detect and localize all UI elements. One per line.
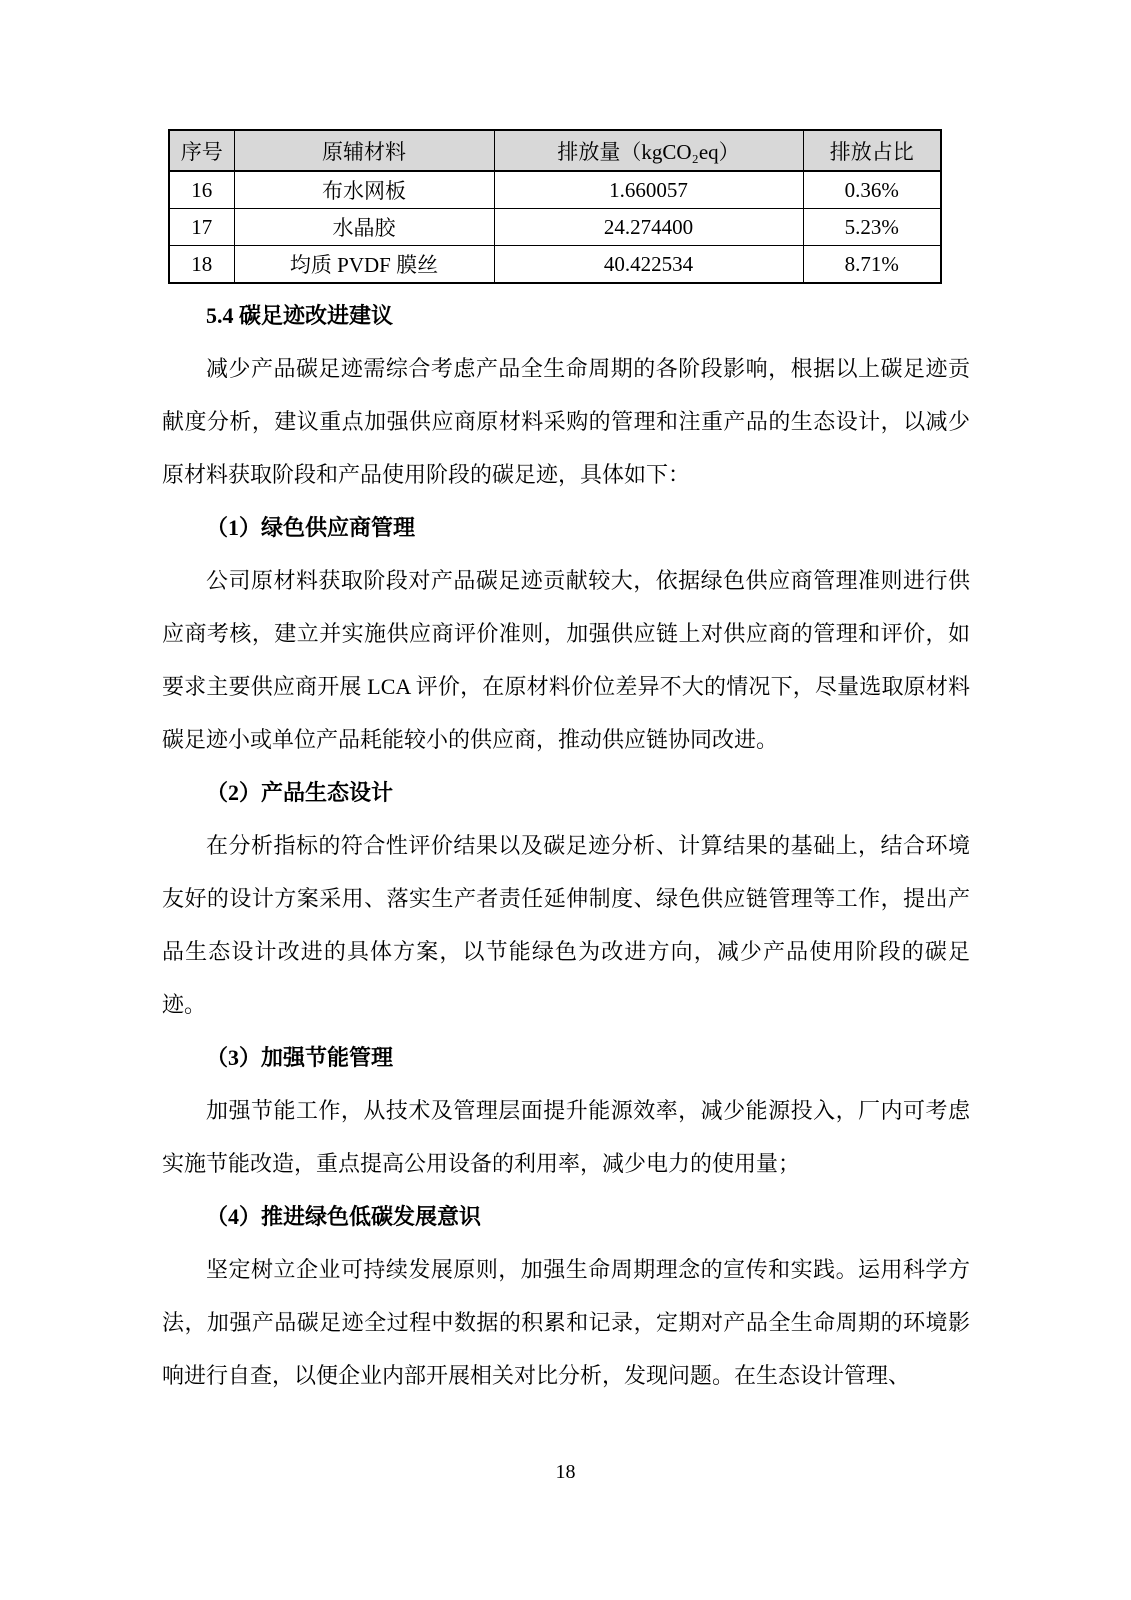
table-row — [169, 171, 941, 209]
table-row — [169, 246, 941, 284]
column-header-index: 序号 — [169, 130, 234, 171]
cell-ratio: 0.36% — [803, 171, 941, 209]
paragraph-eco-design: 在分析指标的符合性评价结果以及碳足迹分析、计算结果的基础上，结合环境友好的设计方案采用、落实生产者责任延伸制度、绿色供应链管理等工作，提出产品生态设计改进的具体方案，以节能绿色为改进方向，减少产品使用阶段的碳足迹。 — [162, 833, 970, 1017]
text-flow — [162, 289, 970, 1402]
subheading-green-supplier: （1）绿色供应商管理 — [206, 515, 416, 540]
subheading-energy-management: （3）加强节能管理 — [206, 1045, 394, 1070]
table-header-row — [169, 130, 941, 171]
cell-index: 18 — [169, 246, 234, 284]
cell-ratio: 5.23% — [803, 209, 941, 246]
column-header-emission: 排放量（kgCO₂eq） — [494, 130, 803, 171]
paragraph-low-carbon-awareness: 坚定树立企业可持续发展原则，加强生命周期理念的宣传和实践。运用科学方法，加强产品碳足迹全过程中数据的积累和记录，定期对产品全生命周期的环境影响进行自查，以便企业内部开展相关对比分析，发现问题。在生态设计管理、 — [162, 1257, 970, 1388]
cell-material: 均质 PVDF 膜丝 — [234, 246, 494, 284]
cell-emission: 1.660057 — [494, 171, 803, 209]
document-body — [162, 129, 970, 1402]
cell-index: 17 — [169, 209, 234, 246]
subheading-eco-design: （2）产品生态设计 — [206, 780, 394, 805]
cell-ratio: 8.71% — [803, 246, 941, 284]
cell-index: 16 — [169, 171, 234, 209]
column-header-ratio: 排放占比 — [803, 130, 941, 171]
emissions-table — [168, 129, 942, 284]
paragraph-green-supplier: 公司原材料获取阶段对产品碳足迹贡献较大，依据绿色供应商管理准则进行供应商考核，建立并实施供应商评价准则，加强供应链上对供应商的管理和评价，如要求主要供应商开展 LCA 评价，在原材料价位差异不大的情况下，尽量选取原材料碳足迹小或单位产品耗能较小的供应商，推动供应链协同改进。 — [162, 568, 970, 752]
cell-emission: 24.274400 — [494, 209, 803, 246]
subheading-low-carbon-awareness: （4）推进绿色低碳发展意识 — [206, 1204, 482, 1229]
intro-paragraph: 减少产品碳足迹需综合考虑产品全生命周期的各阶段影响，根据以上碳足迹贡献度分析，建议重点加强供应商原材料采购的管理和注重产品的生态设计，以减少原材料获取阶段和产品使用阶段的碳足迹，具体如下： — [162, 356, 970, 487]
cell-emission: 40.422534 — [494, 246, 803, 284]
column-header-material: 原辅材料 — [234, 130, 494, 171]
section-heading: 5.4 碳足迹改进建议 — [206, 303, 394, 328]
cell-material: 布水网板 — [234, 171, 494, 209]
cell-material: 水晶胶 — [234, 209, 494, 246]
page-number: 18 — [555, 1461, 576, 1483]
paragraph-energy-management: 加强节能工作，从技术及管理层面提升能源效率，减少能源投入，厂内可考虑实施节能改造，重点提高公用设备的利用率，减少电力的使用量； — [162, 1098, 970, 1176]
table-row — [169, 209, 941, 246]
